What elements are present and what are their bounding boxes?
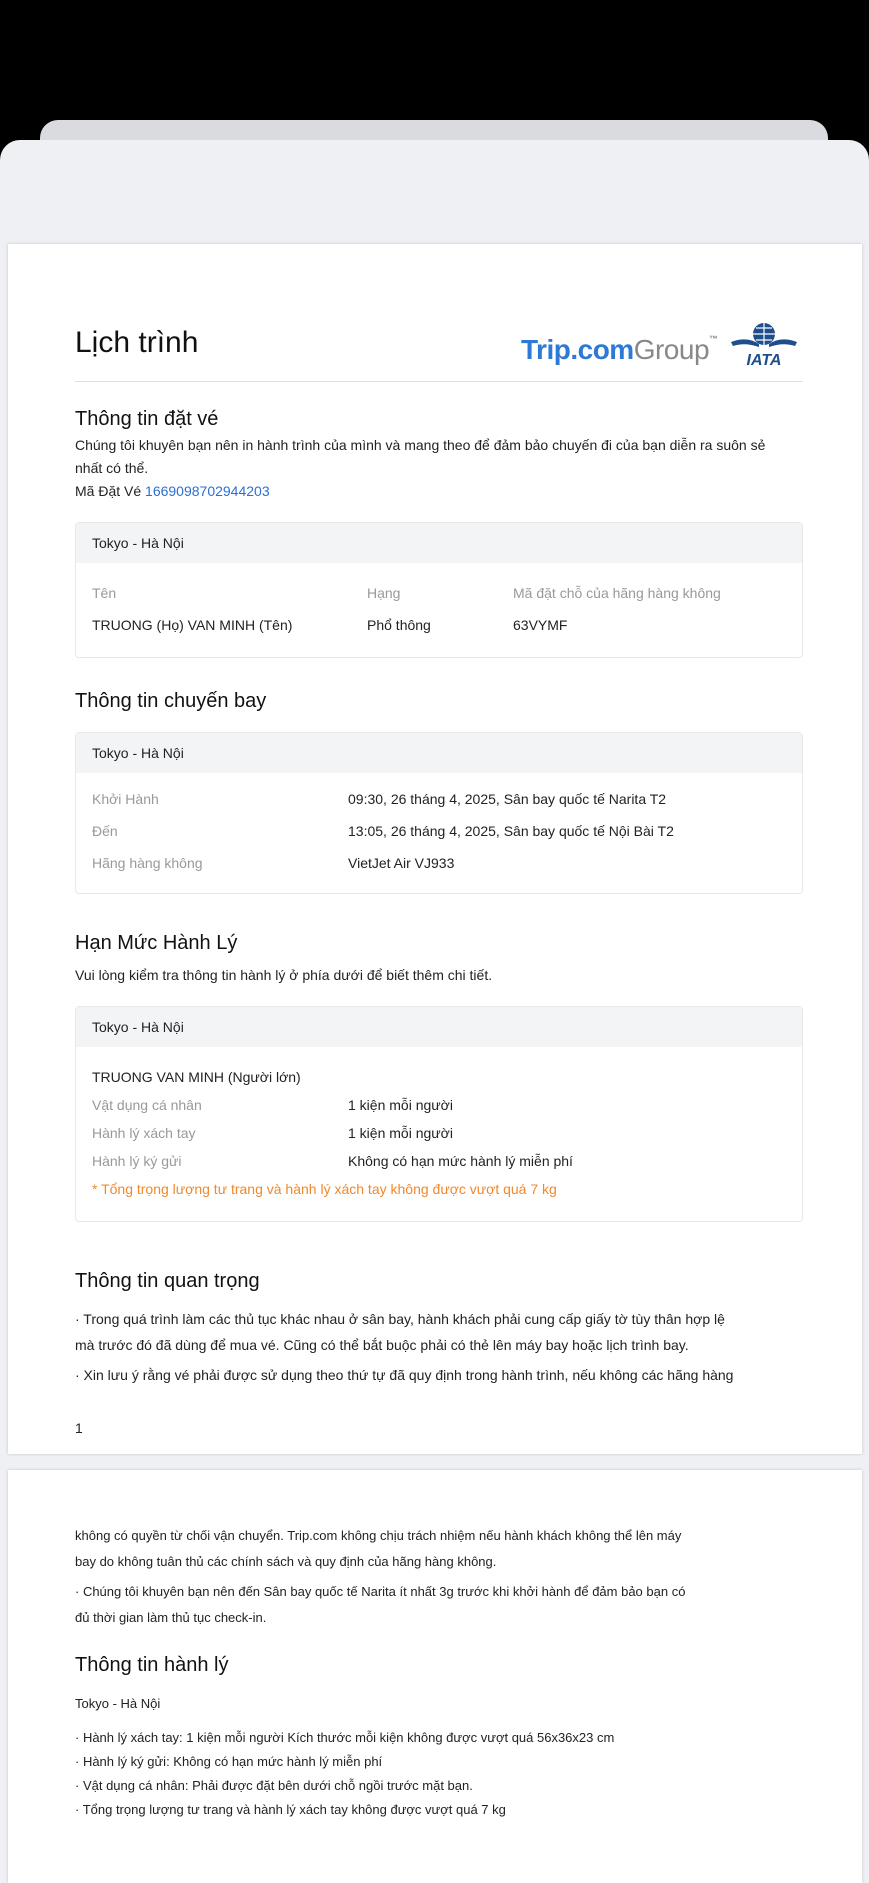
- iata-logo-icon: [729, 320, 799, 370]
- important-p1-line1: · Trong quá trình làm các thủ tục khác nhau ở sân bay, hành khách phải cung cấp giấy tờ tùy thân hợp lệ: [75, 1311, 725, 1327]
- col-class-label: Hạng: [367, 585, 401, 601]
- baggage-info-route: Tokyo - Hà Nội: [75, 1696, 161, 1711]
- carry-on-label: Hành lý xách tay: [92, 1125, 196, 1141]
- airline-value: VietJet Air VJ933: [348, 855, 455, 871]
- travel-class: Phổ thông: [367, 617, 431, 633]
- carry-on-value: 1 kiện mỗi người: [348, 1125, 453, 1141]
- important-p3-line1: · Chúng tôi khuyên bạn nên đến Sân bay quốc tế Narita ít nhất 3g trước khi khởi hành để đảm bảo bạn có: [75, 1584, 686, 1599]
- document-header: [75, 322, 803, 382]
- page-title: Lịch trình: [75, 326, 199, 359]
- pnr-code: 63VYMF: [513, 617, 568, 633]
- important-heading: Thông tin quan trọng: [75, 1270, 260, 1292]
- booking-code: [75, 480, 270, 503]
- baggage-info-heading: Thông tin hành lý: [75, 1654, 229, 1676]
- baggage-card: [75, 1006, 803, 1222]
- booking-code-link[interactable]: 1669098702944203: [145, 483, 270, 499]
- baggage-intro: Vui lòng kiểm tra thông tin hành lý ở phía dưới để biết thêm chi tiết.: [75, 967, 493, 983]
- baggage-info-item: · Hành lý xách tay: 1 kiện mỗi người Kích thước mỗi kiện không được vượt quá 56x36x23 cm: [75, 1730, 615, 1745]
- personal-item-label: Vật dụng cá nhân: [92, 1097, 202, 1113]
- booking-heading: Thông tin đặt vé: [75, 408, 219, 430]
- checked-baggage-label: Hành lý ký gửi: [92, 1153, 182, 1169]
- checked-baggage-value: Không có hạn mức hành lý miễn phí: [348, 1153, 573, 1169]
- important-p3-line2: đủ thời gian làm thủ tục check-in.: [75, 1610, 267, 1625]
- important-p2-line2: không có quyền từ chối vận chuyển. Trip.com không chịu trách nhiệm nếu hành khách không thể lên máy: [75, 1528, 682, 1543]
- departure-value: 09:30, 26 tháng 4, 2025, Sân bay quốc tế Narita T2: [348, 791, 667, 807]
- weight-warning: * Tổng trọng lượng tư trang và hành lý xách tay không được vượt quá 7 kg: [92, 1181, 557, 1197]
- important-p2-line1: · Xin lưu ý rằng vé phải được sử dụng theo thứ tự đã quy định trong hành trình, nếu không các hãng hàng: [75, 1367, 734, 1383]
- airline-label: Hãng hàng không: [92, 855, 203, 871]
- flight-card: [75, 732, 803, 894]
- tripcom-logo: Trip.comGroup™: [521, 334, 718, 365]
- page-number: 1: [75, 1420, 83, 1436]
- col-name-label: Tên: [92, 585, 117, 601]
- flight-heading: Thông tin chuyến bay: [75, 690, 267, 712]
- col-pnr-label: Mã đặt chỗ của hãng hàng không: [513, 585, 721, 601]
- baggage-info-item: · Vật dụng cá nhân: Phải được đặt bên dưới chỗ ngồi trước mặt bạn.: [75, 1778, 473, 1793]
- booking-code-label: Mã Đặt Vé: [75, 483, 142, 499]
- booking-route: Tokyo - Hà Nội: [76, 523, 802, 563]
- svg-text:IATA: IATA: [746, 352, 782, 369]
- departure-label: Khởi Hành: [92, 791, 159, 807]
- important-p1-line2: mà trước đó đã dùng để mua vé. Cũng có thể bắt buộc phải có thẻ lên máy bay hoặc lịch trình bay.: [75, 1337, 689, 1353]
- baggage-heading: Hạn Mức Hành Lý: [75, 932, 238, 954]
- baggage-info-item: · Tổng trọng lượng tư trang và hành lý xách tay không được vượt quá 7 kg: [75, 1802, 506, 1817]
- baggage-route: Tokyo - Hà Nội: [76, 1007, 802, 1047]
- flight-route: Tokyo - Hà Nội: [76, 733, 802, 773]
- baggage-info-item: · Hành lý ký gửi: Không có hạn mức hành lý miễn phí: [75, 1754, 383, 1769]
- passenger-name: TRUONG (Họ) VAN MINH (Tên): [92, 617, 293, 633]
- arrival-label: Đến: [92, 823, 118, 839]
- important-p2-line3: bay do không tuân thủ các chính sách và quy định của hãng hàng không.: [75, 1554, 497, 1569]
- personal-item-value: 1 kiện mỗi người: [348, 1097, 453, 1113]
- booking-card: [75, 522, 803, 658]
- document-page-2: [8, 1470, 862, 1883]
- document-page-1: [8, 244, 862, 1454]
- baggage-passenger: TRUONG VAN MINH (Người lớn): [92, 1069, 301, 1085]
- booking-intro: Chúng tôi khuyên bạn nên in hành trình của mình và mang theo để đảm bảo chuyến đi của bạn diễn ra suôn sẻ nhất có thể.: [75, 437, 766, 476]
- arrival-value: 13:05, 26 tháng 4, 2025, Sân bay quốc tế Nội Bài T2: [348, 823, 674, 839]
